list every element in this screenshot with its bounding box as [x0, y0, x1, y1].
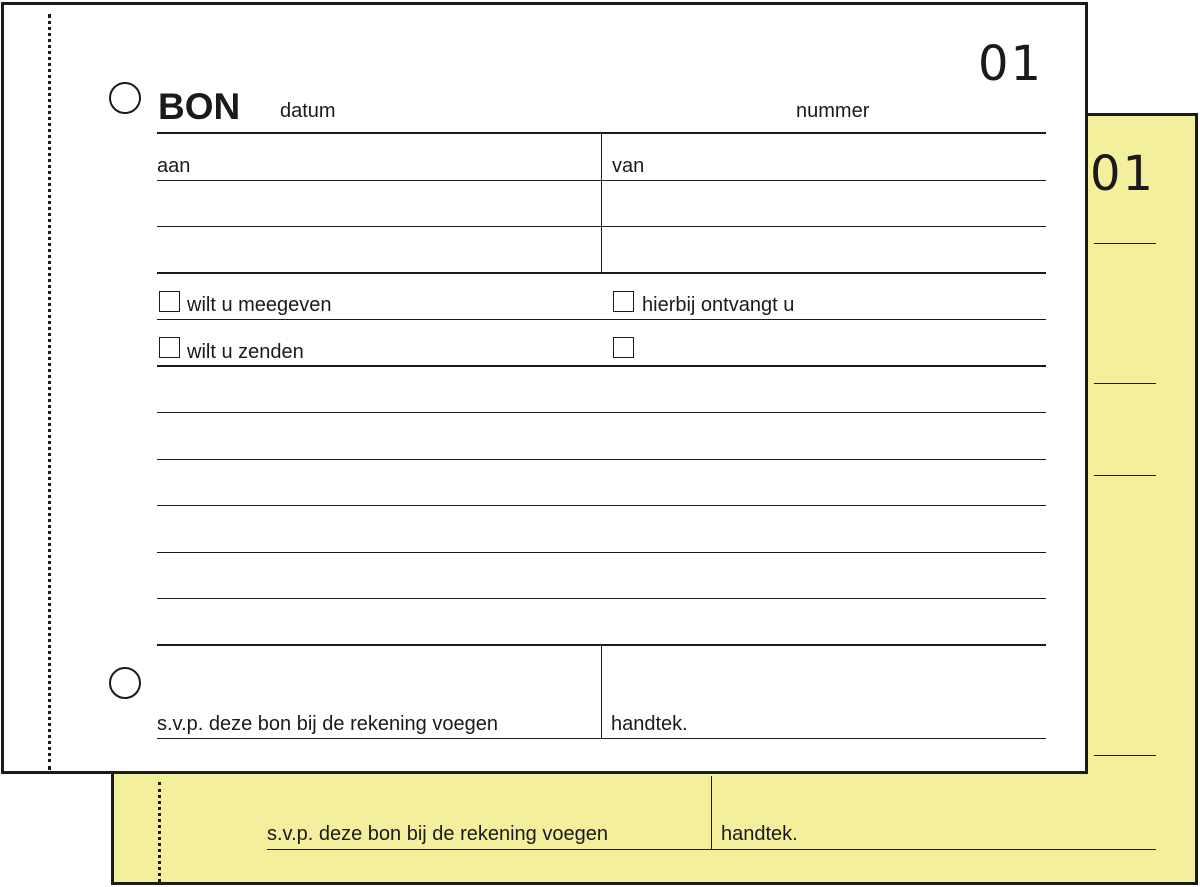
perforation-line — [48, 14, 51, 770]
footer-note: s.v.p. deze bon bij de rekening voegen — [157, 713, 498, 735]
field-line — [1094, 475, 1156, 476]
checkbox-blank[interactable] — [613, 337, 634, 358]
address-divider — [601, 133, 602, 273]
option-label-zenden: wilt u zenden — [187, 341, 304, 363]
perforation-line — [158, 782, 161, 882]
date-label: datum — [280, 100, 336, 122]
footer-divider — [601, 645, 602, 739]
description-line[interactable] — [157, 505, 1046, 506]
option-label-ontvangt: hierbij ontvangt u — [642, 294, 795, 316]
punch-hole — [109, 82, 141, 114]
signature-line — [267, 849, 1156, 850]
footer-divider — [711, 776, 712, 850]
signature-line[interactable] — [157, 738, 1046, 739]
form-title: BON — [158, 86, 241, 127]
carbon-copy-number: 01 — [1090, 146, 1156, 202]
options-rule — [157, 365, 1046, 367]
description-line[interactable] — [157, 552, 1046, 553]
address-line[interactable] — [157, 226, 1046, 227]
from-label: van — [612, 155, 645, 177]
option-label-meegeven: wilt u meegeven — [187, 294, 332, 316]
form-number: 01 — [978, 36, 1044, 92]
punch-hole — [109, 667, 141, 699]
field-line — [1094, 243, 1156, 244]
to-label: aan — [157, 155, 191, 177]
checkbox-ontvangt[interactable] — [613, 291, 634, 312]
address-line[interactable] — [157, 180, 1046, 181]
checkbox-zenden[interactable] — [159, 337, 180, 358]
signature-label: handtek. — [611, 713, 688, 735]
top-copy-sheet — [1, 2, 1088, 774]
number-label: nummer — [796, 100, 870, 122]
field-line — [1094, 755, 1156, 756]
description-line[interactable] — [157, 598, 1046, 599]
signature-label: handtek. — [721, 823, 798, 845]
description-line[interactable] — [157, 459, 1046, 460]
checkbox-meegeven[interactable] — [159, 291, 180, 312]
footer-note: s.v.p. deze bon bij de rekening voegen — [267, 823, 608, 845]
description-line[interactable] — [157, 412, 1046, 413]
option-line — [157, 319, 1046, 320]
address-rule — [157, 272, 1046, 274]
field-line — [1094, 383, 1156, 384]
